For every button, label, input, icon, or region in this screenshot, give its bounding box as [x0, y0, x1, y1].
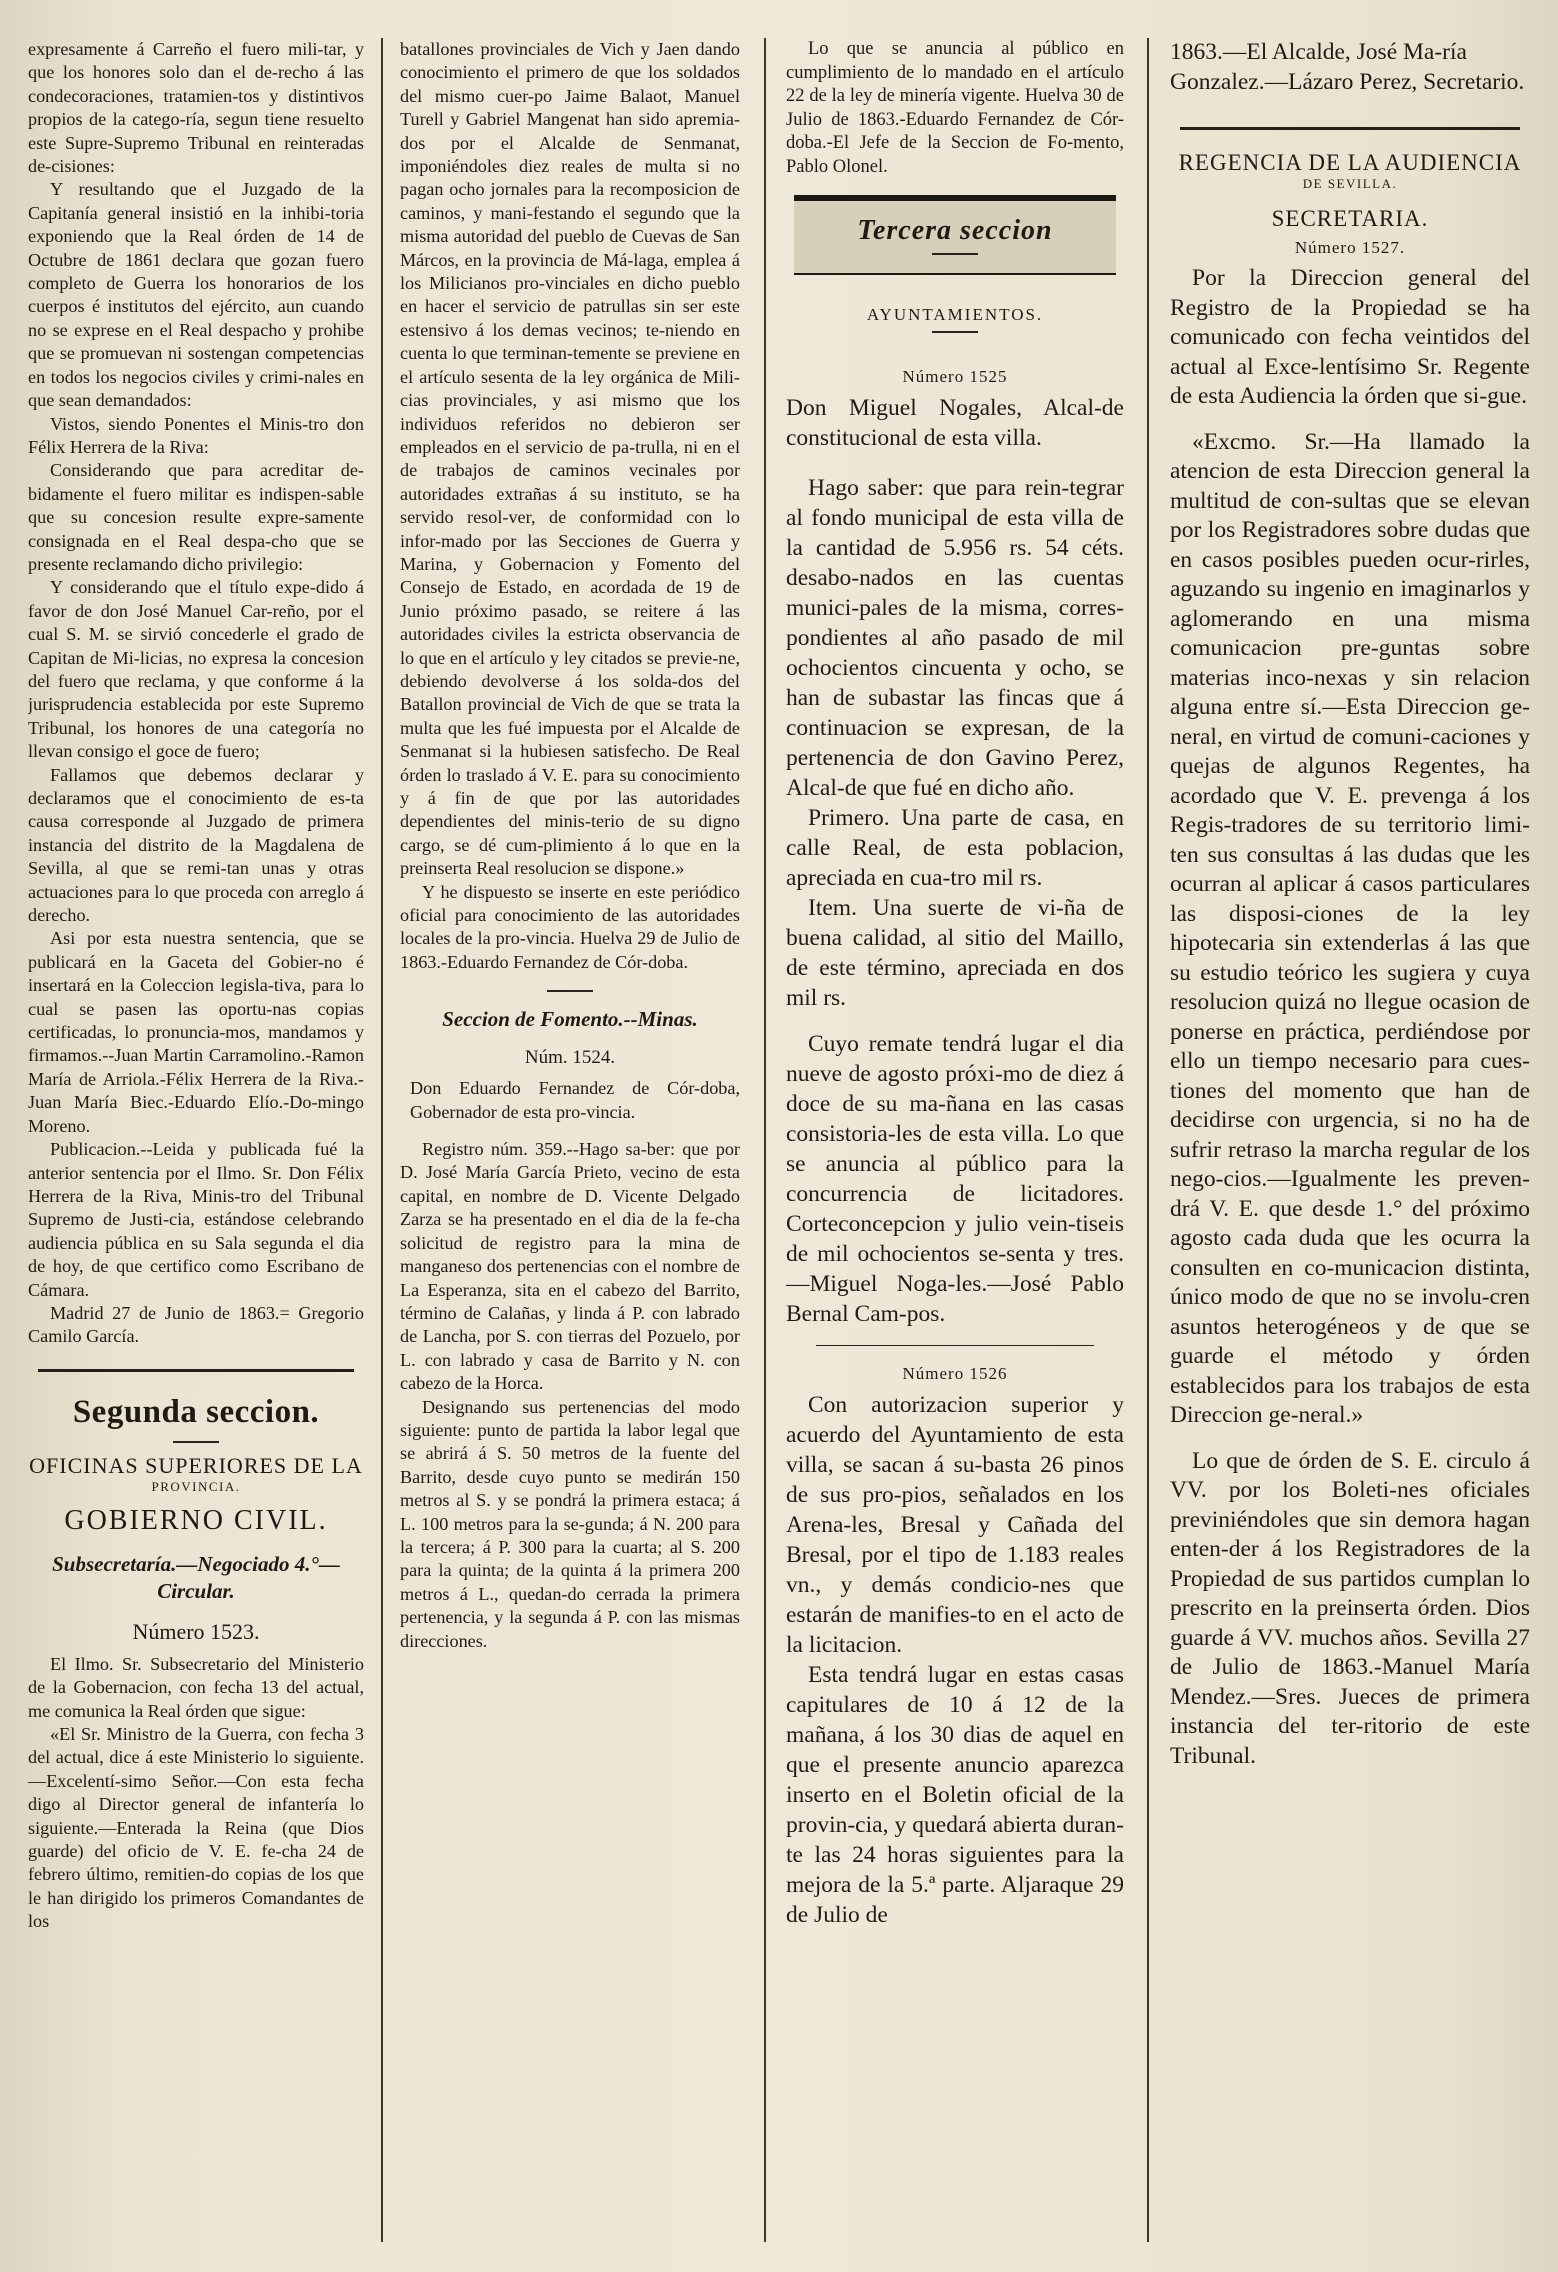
paragraph: «El Sr. Ministro de la Guerra, con fecha 3 del actual, dice á este Ministerio lo siguiente.—Excelentí-simo Señor.—Con esta fecha digo al Director general de infantería lo siguiente.—Enterada la Reina (que Dios guarde) del oficio de V. E. fe-cha 24 de febrero último, remitien-do copias de los que le han dirigido los primeros Comandantes de los: [28, 1723, 364, 1932]
paragraph: Primero. Una parte de casa, en calle Real, de esta poblacion, apreciada en cua-tro mil rs.: [786, 805, 1124, 891]
column-1: [28, 38, 364, 1934]
column-3: [786, 38, 1124, 1930]
notice-number: Núm. 1524.: [524, 1047, 616, 1069]
paragraph: 1863.—El Alcalde, José Ma-ría Gonzalez.—Lázaro Perez, Secretario.: [1170, 39, 1525, 95]
office-heading: Subsecretaría.—Negociado 4.°— Circular.: [52, 1551, 340, 1603]
notice-number: Número 1525: [902, 367, 1008, 386]
paragraph: Considerando que para acreditar de-bidamente el fuero militar es indispen-sable que su concesion resulte expre-samente consignada en el Real despa-cho que se presente reclamando dicho privilegio:: [28, 460, 364, 574]
column-rule: [1147, 38, 1149, 2242]
notice-number: Número 1523.: [132, 1618, 260, 1644]
paragraph: Esta tendrá lugar en estas casas capitulares de 10 á 12 de la mañana, á los 30 dias de aquel en que el presente anuncio aparezca inserto en el Boletin oficial de la provin-cia, y quedará abierta duran-te las 24 horas siguientes para la mejora de la 5.ª parte. Aljaraque 29 de Julio de: [786, 1662, 1124, 1928]
paragraph: expresamente á Carreño el fuero mili-tar, y que los honores solo dan el de-recho á las condecoraciones, tratamien-tos y distintivos propios de la catego-ría, segun tiene resuelto este Supre-Supremo Tribunal en reinteradas de-cisiones:: [28, 39, 364, 177]
paragraph: Designando sus pertenencias del modo siguiente: punto de partida la labor legal que se abrirá á S. 50 metros de la fuente del Barrito, desde cuyo punto se medirán 150 metros al S. y se pondrá la primera estaca; á L. 100 metros para la se-gunda; á N. 200 para la tercera; á P. 300 para la cuarta; al S. 200 para la quinta; de la quinta á la primera 200 metros á L., quedan-do cerrada la primera pertenencia, y la segunda á P. con las mismas direcciones.: [400, 1396, 740, 1651]
subsection-heading: OFICINAS SUPERIORES DE LA: [29, 1452, 363, 1478]
paragraph: batallones provinciales de Vich y Jaen dando conocimiento el primero de que los soldados del mismo cuer-po Jaime Balaot, Manuel Turell y Gabriel Mangenat han sido apremia-dos por el Alcalde de Senmanat, imponiéndoles diez reales de multa si no pagan ocho jornales para la recomposicion de caminos, y mani-festando el segundo que la misma autoridad del pueblo de Cuevas de San Márcos, en la provincia de Má-laga, emplea á los Milicianos pro-vinciales en dicho pueblo en hacer el servicio de patrullas sin ser este estensivo á los demas vecinos; te-niendo en cuenta lo que terminan-temente se previene en el artículo sesenta de la ley orgánica de Mili-cias provinciales, y asi mismo que los individuos referidos no debieron ser empleados en el servicio de pa-trulla, ni en el de trabajos de caminos vecinales por autoridades extrañas á su instituto, se ha servido resol-ver, de conformidad con lo infor-mado por las Secciones de Guerra y Marina, y Gobernacion y Fomento del Consejo de Estado, en acordada de 19 de Junio próximo pasado, se reitere á las autoridades civiles la estricta observancia de lo que en el artículo y ley citados se previe-ne, debiendo devolverse á los solda-dos del Batallon provincial de Vich de que se trata la multa que les fué impuesta por el Alcalde de Senmanat si la hubiesen satisfecho. De Real órden lo traslado á V. E. para su conocimiento y á fin de que por las autoridades dependientes del minis-terio de su digno cargo, se dé cum-plimiento á lo que en la preinserta Real resolucion se dispone.»: [400, 39, 740, 879]
office-heading: REGENCIA DE LA AUDIENCIA: [1178, 150, 1522, 175]
paragraph: Lo que se anuncia al público en cumplimiento de lo mandado en el artículo 22 de la ley de minería vigente. Huelva 30 de Julio de 1863.-Eduardo Fernandez de Cór-doba.-El Jefe de la Seccion de Fo-mento, Pablo Olonel.: [786, 39, 1124, 177]
paragraph: Lo que de órden de S. E. circulo á VV. por los Boleti-nes oficiales previniéndoles que sin demora hagan enten-der á los Registradores de la Propiedad de sus partidos cumplan lo prescrito en la preinserta órden. Dios guarde á VV. muchos años. Sevilla 27 de Julio de 1863.-Manuel María Mendez.—Sres. Jueces de primera instancia del ter-ritorio de este Tribunal.: [1170, 1447, 1530, 1769]
section-heading: Tercera seccion: [857, 215, 1053, 246]
subsection-heading: AYUNTAMIENTOS.: [866, 305, 1044, 324]
divider: [816, 1345, 1094, 1346]
divider: [173, 1441, 219, 1443]
department-heading: GOBIERNO CIVIL.: [64, 1504, 328, 1536]
column-2: [400, 38, 740, 1653]
divider: [932, 331, 978, 333]
paragraph: Por la Direccion general del Registro de la Propiedad se ha comunicado con fecha veintidos del actual al Exce-lentísimo Sr. Regente de esta Audiencia la órden que si-gue.: [1170, 265, 1530, 409]
paragraph: Asi por esta nuestra sentencia, que se publicará en la Gaceta del Gobier-no é insertará en la Coleccion legisla-tiva, para lo cual se pasen las oportu-nas copias certificadas, lo pronuncia-mos, mandamos y firmamos.--Juan Martin Carramolino.-Ramon María de Arriola.-Félix Herrera de la Riva.-Juan María Biec.-Eduardo Elío.-Do-mingo Moreno.: [28, 928, 364, 1136]
subsection-subheading: PROVINCIA.: [151, 1478, 241, 1494]
paragraph: Y resultando que el Juzgado de la Capitanía general insistió en la inhibi-toria exponiendo que la Real órden de 14 de Octubre de 1861 declara que gozan fuero completo de Guerra los honorarios de los cuerpos é institutos del ejército, aun cuando no se exprese en el Real despacho y prohibe que se promuevan ni sostengan competencias en todos los negocios civiles y crimi-nales en que sean demandados:: [28, 179, 364, 411]
office-subheading: DE SEVILLA.: [1302, 176, 1398, 191]
paragraph: Madrid 27 de Junio de 1863.= Gregorio Camilo García.: [28, 1302, 364, 1347]
column-4: [1170, 38, 1530, 1771]
paragraph: Publicacion.--Leida y publicada fué la anterior sentencia por el Ilmo. Sr. Don Félix Herrera de la Riva, Minis-tro del Tribunal Supremo de Justi-cia, estándose celebrando audiencia pública en su Sala segunda el dia de hoy, de que certifico como Escribano de Cámara.: [28, 1139, 364, 1300]
section-rule: [38, 1369, 354, 1372]
notice-number: Número 1527.: [1294, 238, 1406, 257]
paragraph: Y considerando que el título expe-dido á favor de don José Manuel Car-reño, por el cual S. M. se sirvió concederle el grado de Capitan de Mi-licias, no expresa la concesion del fuero que reclama, y que conforme á la jurisprudencia establecida por este Supremo Tribunal, los honores de una categoría no llevan consigo el goce de fuero;: [28, 577, 364, 762]
paragraph: Registro núm. 359.--Hago sa-ber: que por D. José María García Prieto, vecino de esta capital, en nombre de D. Vicente Delgado Zarza se ha presentado en el dia de la fe-cha solicitud de registro para la mina de manganeso dos pertenencias con el nombre de La Esperanza, sita en el cabezo del Barrito, término de Calañas, y linda á P. con labrado de Lancha, por S. con tierras del Pozuelo, por L. con labrado y casa de Barrito y N. con cabezo de la Horca.: [400, 1139, 740, 1394]
paragraph: Cuyo remate tendrá lugar el dia nueve de agosto próxi-mo de diez á doce de su ma-ñana en las casas consistoria-les de esta villa. Lo que se anuncia al público para la concurrencia de licitadores. Corteconcepcion y julio vein-tiseis de mil ochocientos se-senta y tres.—Miguel Noga-les.—José Pablo Bernal Cam-pos.: [786, 1031, 1124, 1327]
divider: [547, 990, 593, 992]
paragraph: Fallamos que debemos declarar y declaramos que el conocimiento de es-ta causa corresponde al Juzgado de primera instancia del distrito de la Magdalena de Sevilla, al que se remi-tan unas y otras actuaciones para lo que proceda con arreglo á derecho.: [28, 764, 364, 926]
divider: [932, 253, 978, 255]
column-rule: [381, 38, 383, 2242]
paragraph: El Ilmo. Sr. Subsecretario del Ministerio de la Gobernacion, con fecha 13 del actual, me comunica la Real órden que sigue:: [28, 1653, 364, 1721]
column-rule: [764, 38, 766, 2242]
paragraph: Hago saber: que para rein-tegrar al fondo municipal de esta villa de la cantidad de 5.956 rs. 54 céts. desabo-nados en las cuentas munici-pales de la misma, corres-pondientes al año pasado de mil ochocientos cincuenta y ocho, se han de subastar las fincas que á continuacion se expresan, de la pertenencia de don Gavino Perez, Alcal-de que fué en dicho año.: [786, 475, 1124, 801]
paragraph: «Excmo. Sr.—Ha llamado la atencion de esta Direccion general la multitud de con-sultas que se elevan por los Registradores sobre dudas que en casos posibles pueden ocur-rirles, aguzando su ingenio en imaginarlos y aglomerando en una misma comunicacion pre-guntas sobre materias inco-nexas y sin relacion alguna entre sí.—Esta Direccion ge-neral, en virtud de comuni-caciones y quejas de algunos Regentes, ha acordado que V. E. prevenga á los Regis-tradores de su territorio limi-ten sus consultas á las dudas que les ocurran al aplicar á casos particulares las disposi-ciones de la ley hipotecaria sin extenderlas á las que su estudio teórico les sugiera y cuya resolucion quizá no llegue ocasion de ponerse en práctica, perdiéndose por ello un tiempo necesario para cues-tiones del momento que han de decidirse con urgencia, si no ha de sufrir retraso la marcha regular de los nego-cios.—Igualmente les preven-drá V. E. que desde 1.° del próximo agosto cada duda que les ocurra la consulten en co-municacion distinta, único modo de que no se involu-cren asuntos heterogéneos y de que se guarde el método y órden establecidos para los trabajos de esta Direccion ge-neral.»: [1170, 428, 1530, 1428]
paragraph: Don Eduardo Fernandez de Cór-doba, Gobernador de esta pro-vincia.: [410, 1078, 740, 1122]
paragraph: Item. Una suerte de vi-ña de buena calidad, al sitio del Maillo, de este término, apreciada en dos mil rs.: [786, 895, 1124, 1011]
section-heading: Segunda seccion.: [72, 1393, 320, 1430]
paragraph: Y he dispuesto se inserte en este periódico oficial para conocimiento de las autoridades locales de la pro-vincia. Huelva 29 de Julio de 1863.-Eduardo Fernandez de Cór-doba.: [400, 881, 740, 972]
paragraph: Don Miguel Nogales, Alcal-de constitucional de esta villa.: [786, 395, 1124, 451]
notice-number: Número 1526: [902, 1364, 1008, 1383]
paragraph: Vistos, siendo Ponentes el Minis-tro don Félix Herrera de la Riva:: [28, 413, 364, 457]
paragraph: Con autorizacion superior y acuerdo del Ayuntamiento de esta villa, se sacan á su-basta 26 pinos de sus pro-pios, señalados en los Arena-les, Bresal y Cañada del Bresal, por el tipo de 1.183 reales vn., y demás condicio-nes que estarán de manifies-to en el acto de la licitacion.: [786, 1392, 1124, 1658]
section-banner: [794, 195, 1116, 275]
office-heading: Seccion de Fomento.--Minas.: [442, 1007, 698, 1032]
section-rule: [1180, 127, 1520, 130]
department-heading: SECRETARIA.: [1271, 206, 1429, 231]
